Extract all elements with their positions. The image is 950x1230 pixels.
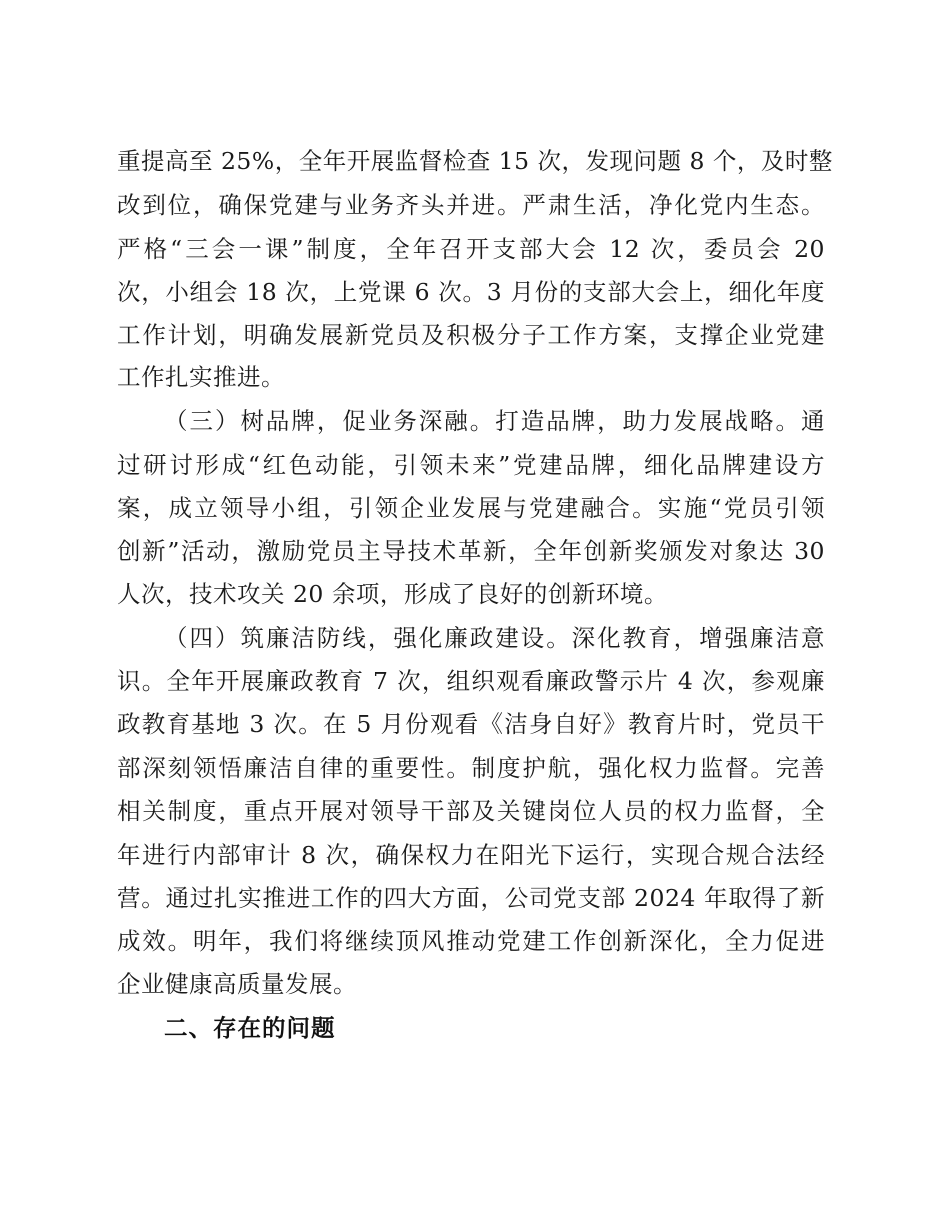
text-line: 过研讨形成“红色动能，引领未来”党建品牌，细化品牌建设方 (117, 451, 825, 479)
text-line: 次，小组会 18 次，上党课 6 次。3 月份的支部大会上，细化年度 (117, 278, 825, 306)
text-line: 部深刻领悟廉洁自律的重要性。制度护航，强化权力监督。完善 (117, 754, 825, 782)
text-line: 成效。明年，我们将继续顶风推动党建工作创新深化，全力促进 (117, 927, 825, 955)
text-line: 工作扎实推进。 (117, 363, 285, 391)
text-line: 年进行内部审计 8 次，确保权力在阳光下运行，实现合规合法经 (117, 841, 825, 869)
text-line: 企业健康高质量发展。 (117, 970, 357, 998)
text-line: 案，成立领导小组，引领企业发展与党建融合。实施“党员引领 (117, 494, 825, 522)
text-line: 政教育基地 3 次。在 5 月份观看《洁身自好》教育片时，党员干 (117, 710, 825, 738)
text-line: 工作计划，明确发展新党员及积极分子工作方案，支撑企业党建 (117, 321, 825, 349)
paragraph-start-line: （三）树品牌，促业务深融。打造品牌，助力发展战略。通 (164, 407, 825, 435)
text-line: 相关制度，重点开展对领导干部及关键岗位人员的权力监督，全 (117, 797, 825, 825)
text-line: 人次，技术攻关 20 余项，形成了良好的创新环境。 (117, 580, 668, 608)
paragraph-start-line: （四）筑廉洁防线，强化廉政建设。深化教育，增强廉洁意 (164, 624, 825, 652)
text-line: 重提高至 25%，全年开展监督检查 15 次，发现问题 8 个，及时整 (117, 147, 833, 175)
text-line: 识。全年开展廉政教育 7 次，组织观看廉政警示片 4 次，参观廉 (117, 667, 825, 695)
text-line: 创新”活动，激励党员主导技术革新，全年创新奖颁发对象达 30 (117, 537, 825, 565)
section-heading: 二、存在的问题 (164, 1014, 336, 1042)
text-line: 改到位，确保党建与业务齐头并进。严肃生活，净化党内生态。 (117, 191, 825, 219)
text-line: 营。通过扎实推进工作的四大方面，公司党支部 2024 年取得了新 (117, 884, 825, 912)
text-line: 严格“三会一课”制度，全年召开支部大会 12 次，委员会 20 (117, 235, 825, 263)
